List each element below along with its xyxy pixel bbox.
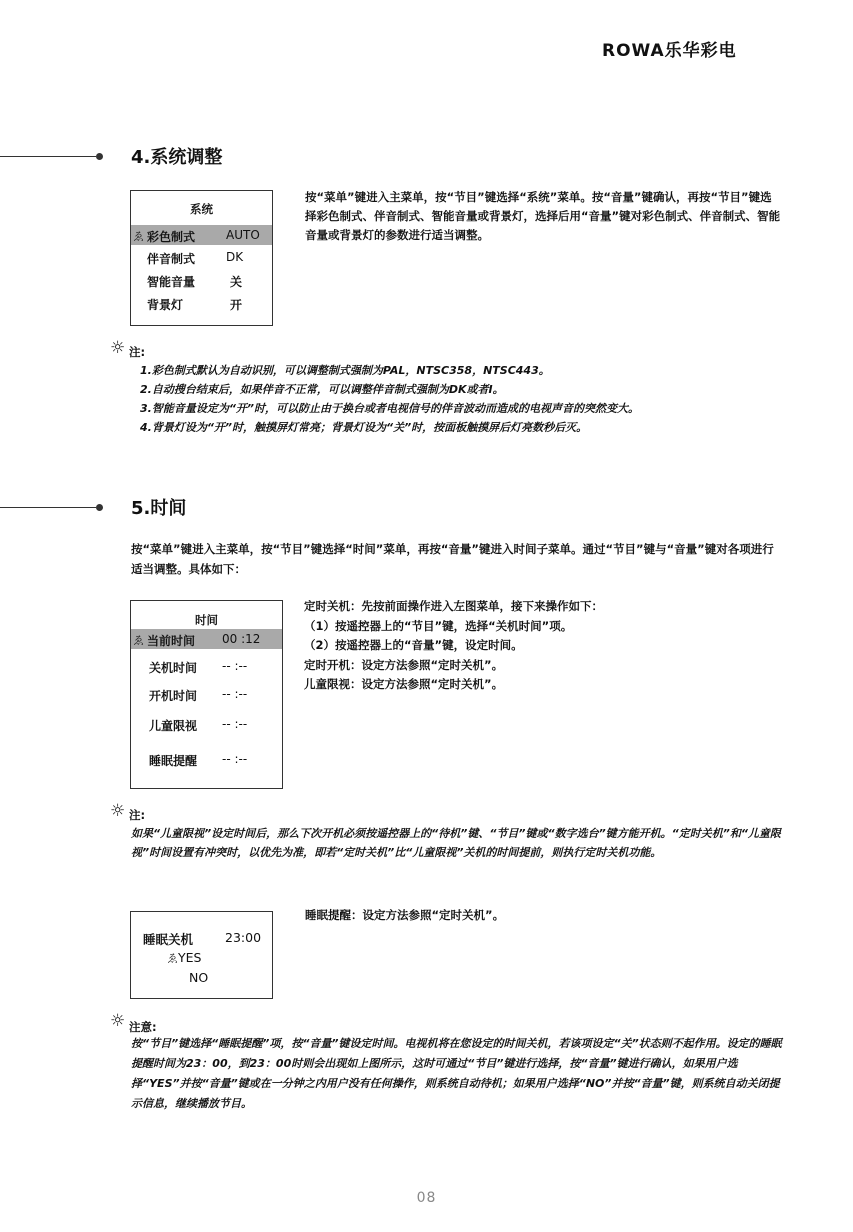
menu-row-value: 00 :12 <box>222 632 261 646</box>
instruction-line: 定时开机：设定方法参照“定时关机”。 <box>304 657 504 672</box>
section-5-title: 5.时间 <box>131 498 187 519</box>
system-menu-row-sound[interactable] <box>131 247 272 267</box>
time-menu-row-sleep[interactable] <box>131 749 282 769</box>
menu-row-value: 开 <box>230 298 243 312</box>
menu-row-value: AUTO <box>226 228 260 242</box>
sleep-menu-label: 睡眠关机 <box>143 932 194 947</box>
section-5-instructions <box>304 597 774 695</box>
menu-row-label: 睡眠提醒 <box>149 754 198 768</box>
menu-row-value: -- :-- <box>222 752 248 766</box>
section-4-title: 4.系统调整 <box>131 147 223 168</box>
section-4-note-title: 注: <box>129 345 146 359</box>
system-menu-row-color[interactable] <box>131 225 272 245</box>
note-item: 1.彩色制式默认为自动识别，可以调整制式强制为PAL，NTSC358，NTSC443。 <box>140 364 550 377</box>
menu-row-value: -- :-- <box>222 659 248 673</box>
menu-row-value: 关 <box>230 275 243 289</box>
menu-row-value: -- :-- <box>222 717 248 731</box>
time-menu-row-off[interactable] <box>131 656 282 676</box>
system-menu <box>130 190 273 326</box>
menu-row-label: 儿童限视 <box>149 719 198 733</box>
sun-icon: ☼ <box>110 1011 126 1031</box>
section-5-bullet <box>96 504 103 511</box>
instruction-line: 儿童限视：设定方法参照“定时关机”。 <box>304 677 504 691</box>
attention-text: 按“节目”键选择“睡眠提醒”项，按“音量”键设定时间。电视机将在您设定的时间关机，若该项设定“关”状态则不起作用。设定的睡眠提醒时间为23：00，到23：00时则会出现如上图所示，这时可通过“节目”键进行选择，按“音量”键进行确认，如果用户选择“YES”并按“音量”键或在一分钟之内用户没有任何操作，则系统自动待机；如果用户选择“NO”并按“音量”键，则系统自动关闭提示信息，继续播放节目。 <box>131 1037 782 1110</box>
selection-marker-icon: ゑ <box>167 952 178 965</box>
sun-icon: ☼ <box>110 801 126 821</box>
menu-row-label: 背景灯 <box>147 298 184 312</box>
system-menu-row-volume[interactable] <box>131 270 272 290</box>
sleep-yes-option[interactable]: YES <box>178 950 202 965</box>
section-4-bullet <box>96 153 103 160</box>
time-menu-title: 时间 <box>195 613 218 627</box>
time-menu-row-child[interactable] <box>131 714 282 734</box>
time-menu <box>130 600 283 789</box>
sleep-menu <box>130 911 273 999</box>
menu-row-label: 彩色制式 <box>147 230 196 244</box>
section-5-note: 如果“儿童限视”设定时间后，那么下次开机必须按遥控器上的“待机”键、“节目”键或“数字选台”键方能开机。“定时关机”和“儿童限视”时间设置有冲突时，以优先为准，即若“定时关机”比“儿童限视”关机的时间提前，则执行定时关机功能。 <box>131 827 781 859</box>
instruction-line: 定时关机：先按前面操作进入左图菜单，接下来操作如下： <box>304 599 603 613</box>
sleep-description: 睡眠提醒：设定方法参照“定时关机”。 <box>305 908 505 922</box>
time-menu-row-on[interactable] <box>131 684 282 704</box>
instruction-line: （1）按遥控器上的“节目”键，选择“关机时间”项。 <box>304 618 573 633</box>
section-5-intro: 按“菜单”键进入主菜单，按“节目”键选择“时间”菜单，再按“音量”键进入时间子菜单。通过“节目”键与“音量”键对各项进行适当调整。具体如下： <box>131 542 774 576</box>
section-4-description: 按“菜单”键进入主菜单，按“节目”键选择“系统”菜单。按“音量”键确认，再按“节目”键选择彩色制式、伴音制式、智能音量或背景灯，选择后用“音量”键对彩色制式、伴音制式、智能音量或背景灯的参数进行适当调整。 <box>305 190 781 242</box>
section-4-rule <box>0 156 96 157</box>
note-item: 4.背景灯设为“开”时，触摸屏灯常亮；背景灯设为“关”时，按面板触摸屏后灯亮数秒后灭。 <box>140 421 588 434</box>
section-4-notes <box>140 361 790 437</box>
selection-marker-icon: ゑ <box>133 230 144 243</box>
page-number: 08 <box>416 1190 437 1206</box>
note-item: 2.自动搜台结束后，如果伴音不正常，可以调整伴音制式强制为DK或者I。 <box>140 383 504 396</box>
brand-logo: ROWA乐华彩电 <box>602 41 737 61</box>
menu-row-label: 智能音量 <box>147 275 196 289</box>
sleep-menu-time: 23:00 <box>225 930 262 945</box>
note-item: 3.智能音量设定为“开”时，可以防止由于换台或者电视信号的伴音波动而造成的电视声音的突然变大。 <box>140 402 639 415</box>
system-menu-row-backlight[interactable] <box>131 293 272 313</box>
attention-title: 注意: <box>129 1020 157 1034</box>
menu-row-label: 开机时间 <box>149 689 198 703</box>
instruction-line: （2）按遥控器上的“音量”键，设定时间。 <box>304 638 523 652</box>
menu-row-label: 关机时间 <box>149 661 198 675</box>
menu-row-value: -- :-- <box>222 687 248 701</box>
sun-icon: ☼ <box>110 338 126 358</box>
menu-row-label: 伴音制式 <box>147 252 196 266</box>
sleep-no-option[interactable]: NO <box>189 970 209 985</box>
menu-row-label: 当前时间 <box>147 634 196 648</box>
time-menu-row-current[interactable] <box>131 629 282 649</box>
section-5-note-title: 注: <box>129 808 146 822</box>
system-menu-title: 系统 <box>190 202 213 216</box>
selection-marker-icon: ゑ <box>133 634 144 647</box>
menu-row-value: DK <box>226 250 244 264</box>
section-5-rule <box>0 507 96 508</box>
